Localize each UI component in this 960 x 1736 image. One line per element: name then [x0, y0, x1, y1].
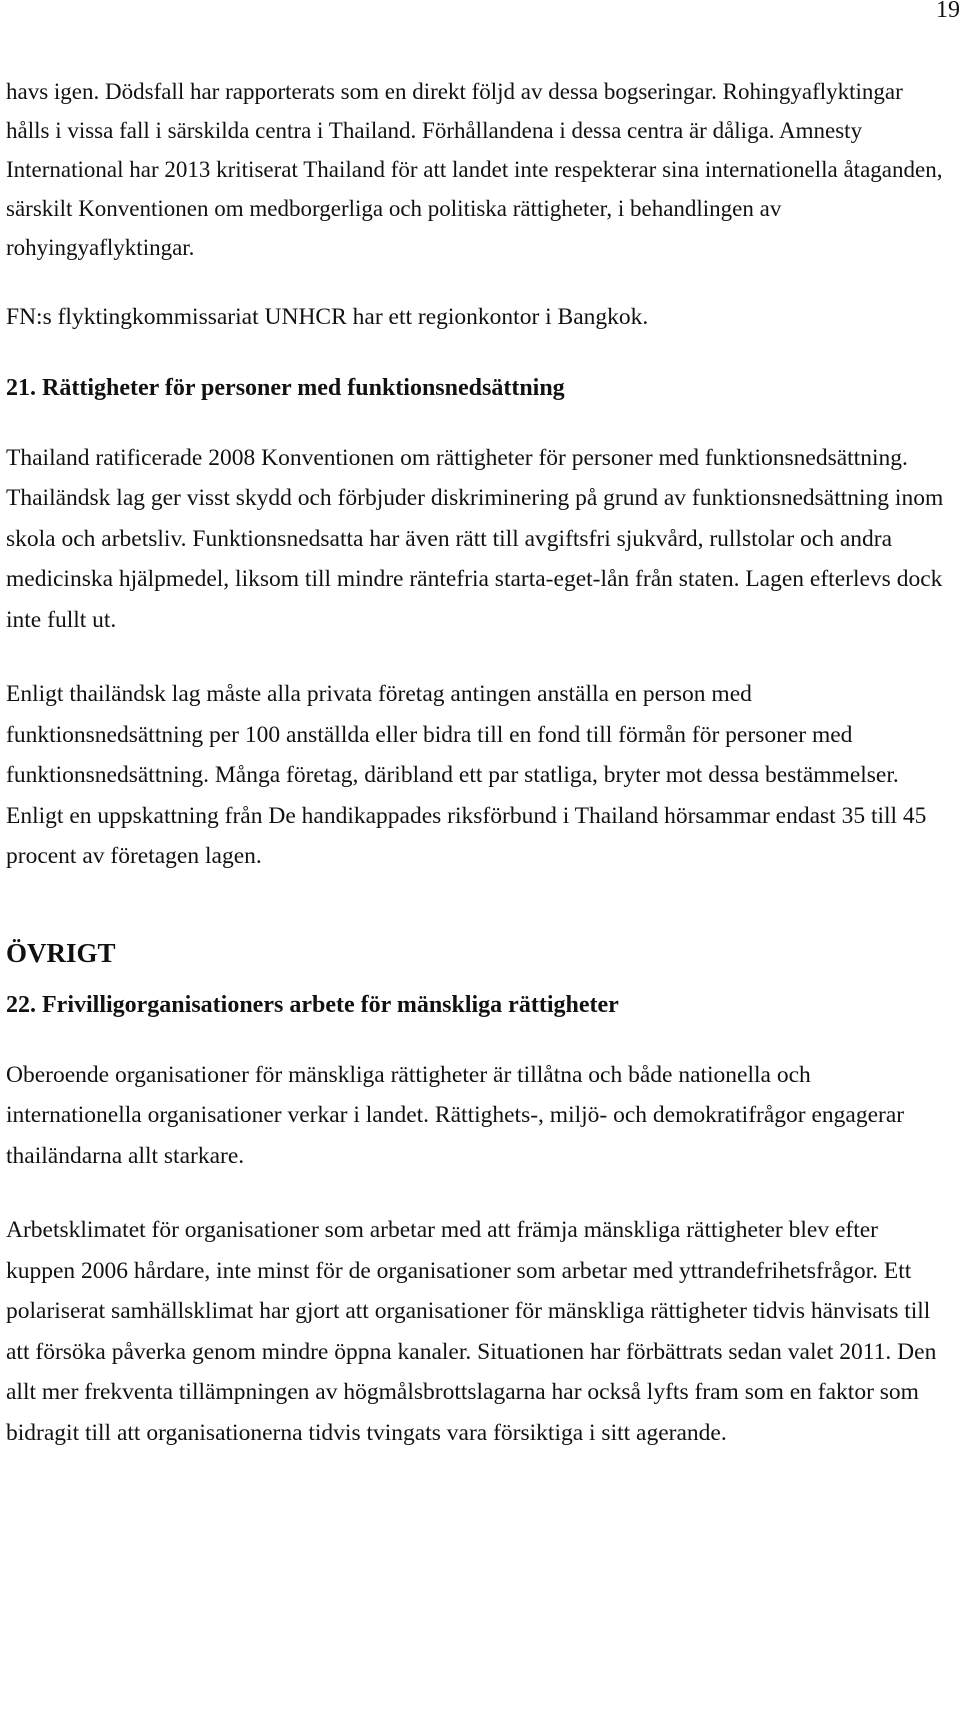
document-body	[6, 72, 950, 1453]
paragraph-employment-law: Enligt thailändsk lag måste alla privata företag antingen anställa en person med funktionsnedsättning per 100 anställda eller bidra till en fond till förmån för personer med funktionsnedsättning. Många företag, däribland ett par statliga, bryter mot dessa bestämmelser. Enligt en uppskattning från De handikappades riksförbund i Thailand hörsammar endast 35 till 45 procent av företagen lagen.	[6, 681, 927, 869]
page-number: 19	[936, 0, 960, 23]
paragraph-work-climate: Arbetsklimatet för organisationer som arbetar med att främja mänskliga rättigheter blev efter kuppen 2006 hårdare, inte minst för de organisationer som arbetar med yttrandefrihetsfrågor. Ett polariserat samhällsklimat har gjort att organisationer för mänskliga rättigheter tidvis hänvisats till att försöka påverka genom mindre öppna kanaler. Situationen har förbättrats sedan valet 2011. Den allt mer frekventa tillämpningen av högmålsbrottslagarna har också lyfts fram som en faktor som bidragit till att organisationerna tidvis tvingats vara försiktiga i sitt agerande.	[6, 1217, 937, 1446]
paragraph-rohingya: havs igen. Dödsfall har rapporterats som en direkt följd av dessa bogseringar. Rohingyaflyktingar hålls i vissa fall i särskilda centra i Thailand. Förhållandena i dessa centra är dåliga. Amnesty International har 2013 kritiserat Thailand för att landet inte respekterar sina internationella åtaganden, särskilt Konventionen om medborgerliga och politiska rättigheter, i behandlingen av rohyingyaflyktingar.	[6, 79, 943, 260]
paragraph-unhcr: FN:s flyktingkommissariat UNHCR har ett regionkontor i Bangkok.	[6, 304, 649, 330]
paragraph-convention: Thailand ratificerade 2008 Konventionen om rättigheter för personer med funktionsnedsättning. Thailändsk lag ger visst skydd och förbjuder diskriminering på grund av funktionsnedsättning inom skola och arbetsliv. Funktionsnedsatta har även rätt till avgiftsfri sjukvård, rullstolar och andra medicinska hjälpmedel, liksom till mindre räntefria starta-eget-lån från staten. Lagen efterlevs dock inte fullt ut.	[6, 444, 944, 633]
section-heading-ovrigt: ÖVRIGT	[6, 937, 116, 968]
section-heading-22: 22. Frivilligorganisationers arbete för mänskliga rättigheter	[6, 991, 619, 1018]
paragraph-organisations: Oberoende organisationer för mänskliga rättigheter är tillåtna och både nationella och internationella organisationer verkar i landet. Rättighets-, miljö- och demokratifrågor engagerar thailändarna allt starkare.	[6, 1061, 905, 1169]
section-heading-21: 21. Rättigheter för personer med funktionsnedsättning	[6, 374, 565, 401]
